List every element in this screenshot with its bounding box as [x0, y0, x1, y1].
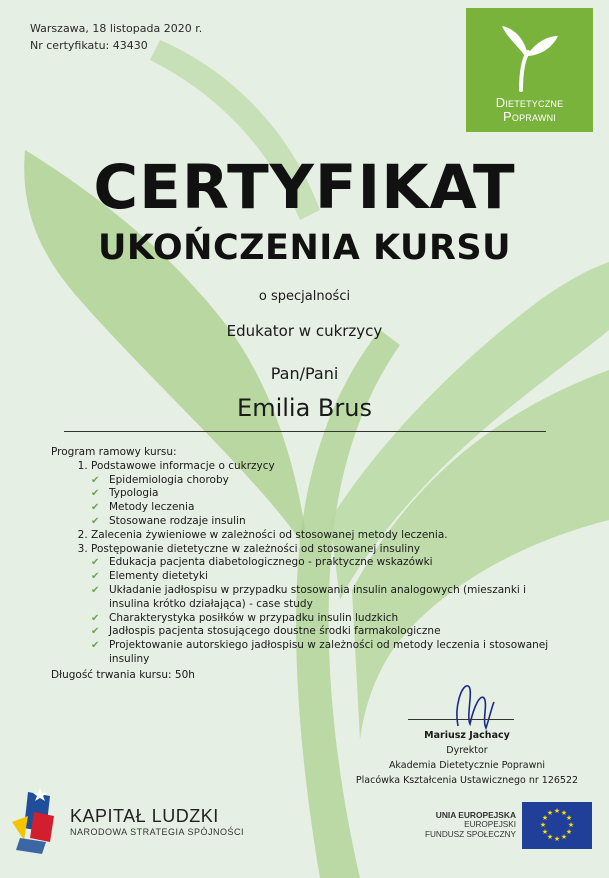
- svg-text:★: ★: [560, 833, 568, 841]
- svg-text:★: ★: [546, 809, 554, 817]
- list-item: ✔ Stosowane rodzaje insulin: [91, 514, 246, 527]
- svg-text:★: ★: [560, 809, 568, 817]
- director-block: [338, 728, 596, 788]
- svg-text:★: ★: [541, 828, 549, 836]
- eu-flag-icon: [522, 802, 592, 849]
- salutation: Pan/Pani: [270, 364, 339, 383]
- program-title: Program ramowy kursu:: [51, 446, 177, 458]
- kapital-ludzki-wordmark: [70, 806, 244, 837]
- certificate-header: [30, 20, 202, 54]
- sprout-icon: [466, 8, 593, 98]
- director-role: Dyrektor: [446, 745, 488, 756]
- certificate-title: CERTYFIKAT: [93, 152, 516, 223]
- checkmark-icon: ✔: [91, 584, 100, 596]
- signature-line: [408, 719, 514, 720]
- eu-line-1: UNIA EUROPEJSKA: [435, 810, 516, 820]
- section-items: [91, 556, 561, 666]
- list-item: ✔ Metody leczenia: [91, 501, 195, 514]
- director-unit: Placówka Kształcenia Ustawicznego nr 126522: [355, 775, 579, 786]
- kl-title: KAPITAŁ LUDZKI: [70, 806, 219, 826]
- eu-line-2: EUROPEJSKI: [464, 820, 516, 829]
- program-section-1: [91, 460, 561, 529]
- checkmark-icon: ✔: [91, 515, 100, 527]
- svg-text:★: ★: [553, 835, 561, 843]
- dietetycznie-poprawni-logo: [466, 8, 593, 132]
- checkmark-icon: ✔: [91, 474, 100, 486]
- program-section-2: [91, 529, 561, 543]
- place-date: Warszawa, 18 listopada 2020 r.: [30, 22, 203, 35]
- list-item: ✔ Epidemiologia choroby: [91, 473, 229, 486]
- checkmark-icon: ✔: [91, 502, 100, 514]
- recipient-name: Emilia Brus: [237, 394, 372, 422]
- logo-wordmark: [466, 96, 593, 124]
- program-sections: [51, 460, 561, 667]
- svg-text:★: ★: [546, 833, 554, 841]
- specialty-intro: o specjalności: [258, 289, 351, 304]
- list-item: ✔ Charakterystyka posiłków w przypadku insulin ludzkich: [91, 611, 399, 624]
- section-items: [91, 474, 561, 529]
- course-program: [51, 446, 561, 683]
- certificate-subtitle: UKOŃCZENIA KURSU: [97, 228, 512, 268]
- handwritten-signature: [444, 676, 504, 736]
- svg-text:★: ★: [541, 814, 549, 822]
- certificate-number: Nr certyfikatu: 43430: [30, 39, 148, 52]
- list-item: ✔ Typologia: [91, 487, 159, 500]
- checkmark-icon: ✔: [91, 640, 100, 652]
- list-item: ✔ Układanie jadłospisu w przypadku stosowania insulin analogowych (mieszanki i insulina krótko działająca) - case study: [91, 583, 527, 610]
- list-item: ✔ Elementy dietetyki: [91, 570, 208, 583]
- kl-subtitle: NARODOWA STRATEGIA SPÓJNOŚCI: [70, 827, 245, 837]
- section-label: Podstawowe informacje o cukrzycy: [91, 459, 275, 472]
- checkmark-icon: ✔: [91, 612, 100, 624]
- svg-text:★: ★: [567, 821, 575, 829]
- specialty-name: Edukator w cukrzycy: [226, 322, 383, 340]
- checkmark-icon: ✔: [91, 626, 100, 638]
- program-section-3: [91, 543, 561, 667]
- section-label: Zalecenia żywieniowe w zależności od stosowanej metody leczenia.: [91, 528, 448, 541]
- svg-text:★: ★: [565, 828, 573, 836]
- list-item: ✔ Edukacja pacjenta diabetologicznego - praktyczne wskazówki: [91, 556, 433, 569]
- kapital-ludzki-logo-icon: [6, 782, 64, 854]
- eu-line-3: FUNDUSZ SPOŁECZNY: [425, 830, 516, 839]
- svg-text:★: ★: [539, 821, 547, 829]
- list-item: ✔ Jadłospis pacjenta stosującego doustne środki farmakologiczne: [91, 625, 441, 638]
- section-label: Postępowanie dietetyczne w zależności od stosowanej insuliny: [91, 542, 421, 555]
- director-organization: Akademia Dietetycznie Poprawni: [388, 760, 546, 771]
- name-underline: [64, 431, 546, 432]
- checkmark-icon: ✔: [91, 488, 100, 500]
- course-duration: Długość trwania kursu: 50h: [51, 668, 195, 681]
- director-name: Mariusz Jachacy: [424, 730, 510, 741]
- logo-line-2: Poprawni: [503, 109, 556, 124]
- svg-text:★: ★: [553, 807, 561, 815]
- list-item: ✔ Projektowanie autorskiego jadłospisu w zależności od metody leczenia i stosowanej insuliny: [91, 639, 549, 665]
- checkmark-icon: ✔: [91, 557, 100, 569]
- eu-fund-text: [400, 810, 516, 840]
- logo-line-1: Dietetyczne: [495, 95, 564, 110]
- svg-text:★: ★: [565, 814, 573, 822]
- checkmark-icon: ✔: [91, 571, 100, 583]
